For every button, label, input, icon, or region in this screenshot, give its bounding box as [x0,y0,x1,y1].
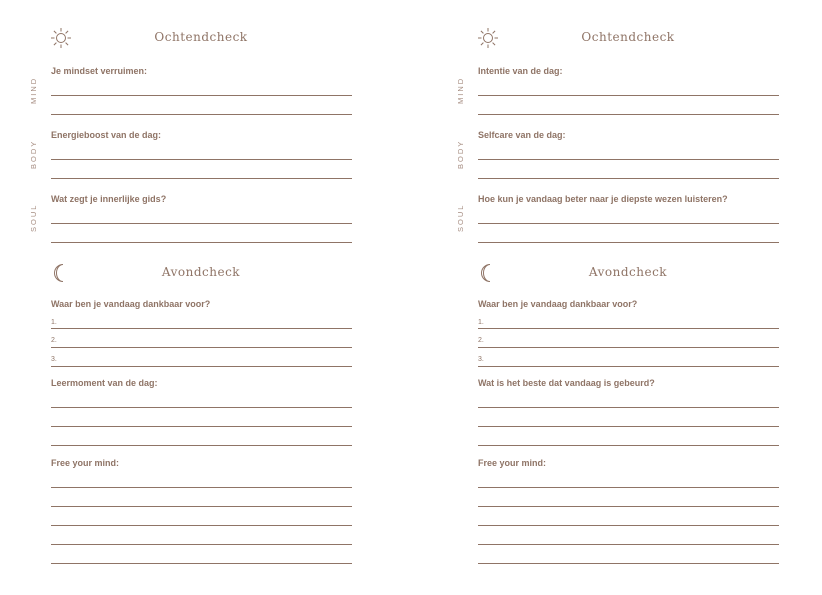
answer-line[interactable] [51,525,352,526]
answer-line[interactable] [51,445,352,446]
list-number: 1. [478,319,484,326]
answer-line[interactable] [478,525,779,526]
answer-line[interactable] [51,159,352,160]
answer-line[interactable] [478,366,779,367]
body-question: Energieboost van de dag: [51,130,162,140]
grateful-question: Waar ben je vandaag dankbaar voor? [51,299,211,309]
evening-title: Avondcheck [588,265,668,279]
morning-title: Ochtendcheck [154,30,248,44]
answer-line[interactable] [51,426,352,427]
answer-line[interactable] [478,159,779,160]
free-mind-label: Free your mind: [51,458,120,468]
answer-line[interactable] [51,242,352,243]
answer-line[interactable] [51,506,352,507]
answer-line[interactable] [478,426,779,427]
answer-line[interactable] [478,506,779,507]
answer-line[interactable] [478,242,779,243]
answer-line[interactable] [478,563,779,564]
answer-line[interactable] [478,347,779,348]
mind-question: Je mindset verruimen: [51,66,148,76]
answer-line[interactable] [51,178,352,179]
evening-header [50,262,352,288]
evening-title: Avondcheck [161,265,241,279]
evening-header [477,262,779,288]
answer-line[interactable] [51,223,352,224]
answer-line[interactable] [51,114,352,115]
mind-question: Intentie van de dag: [478,66,563,76]
morning-header [50,27,352,53]
morning-header [477,27,779,53]
mind-label: MIND [29,76,38,104]
answer-line[interactable] [478,544,779,545]
free-mind-label: Free your mind: [478,458,547,468]
answer-line[interactable] [478,445,779,446]
answer-line[interactable] [478,95,779,96]
answer-line[interactable] [478,328,779,329]
answer-line[interactable] [51,347,352,348]
second-question: Leermoment van de dag: [51,378,158,388]
body-label: BODY [29,139,38,169]
right-journal-page [427,0,822,595]
morning-title: Ochtendcheck [581,30,675,44]
answer-line[interactable] [51,407,352,408]
second-question: Wat is het beste dat vandaag is gebeurd? [478,378,655,388]
answer-line[interactable] [51,487,352,488]
grateful-question: Waar ben je vandaag dankbaar voor? [478,299,638,309]
body-question: Selfcare van de dag: [478,130,566,140]
answer-line[interactable] [51,544,352,545]
answer-line[interactable] [51,95,352,96]
answer-line[interactable] [478,223,779,224]
soul-label: SOUL [29,203,38,233]
list-number: 2. [51,337,57,344]
mind-label: MIND [456,76,465,104]
answer-line[interactable] [478,407,779,408]
soul-question: Hoe kun je vandaag beter naar je diepste wezen luisteren? [478,194,728,204]
list-number: 1. [51,319,57,326]
answer-line[interactable] [478,487,779,488]
list-number: 2. [478,337,484,344]
answer-line[interactable] [51,366,352,367]
soul-label: SOUL [456,203,465,233]
list-number: 3. [478,356,484,363]
answer-line[interactable] [51,328,352,329]
soul-question: Wat zegt je innerlijke gids? [51,194,167,204]
answer-line[interactable] [51,563,352,564]
list-number: 3. [51,356,57,363]
answer-line[interactable] [478,114,779,115]
body-label: BODY [456,139,465,169]
answer-line[interactable] [478,178,779,179]
